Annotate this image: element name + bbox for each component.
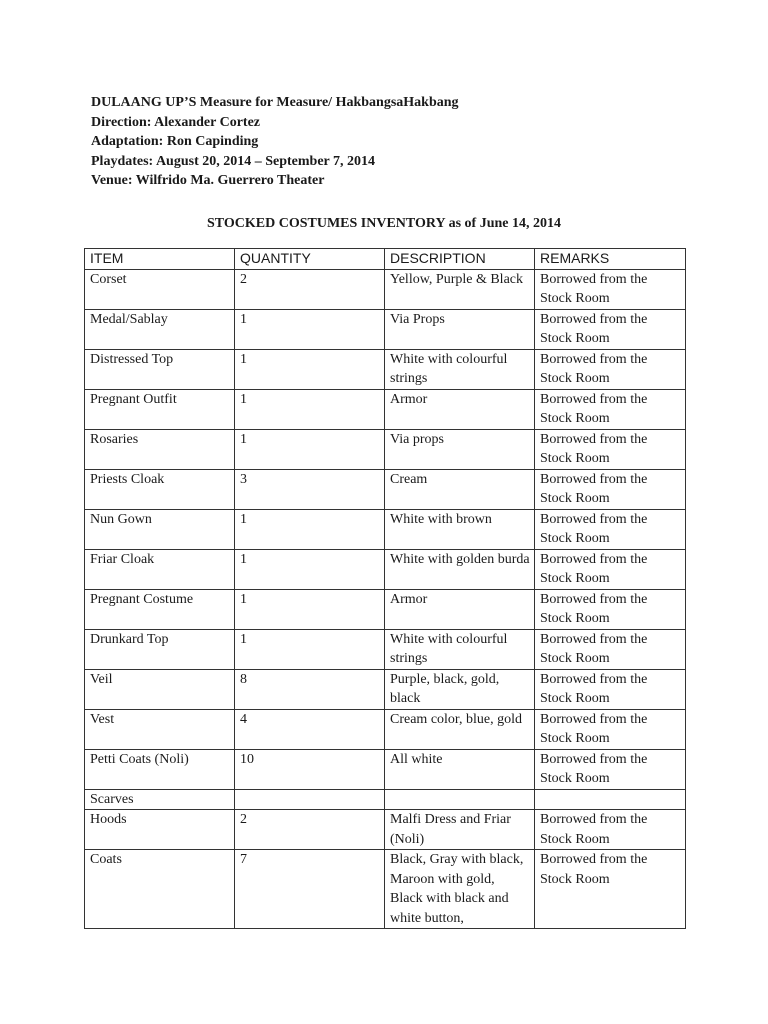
description-cell: White with colourful strings <box>385 349 535 389</box>
description-cell: Malfi Dress and Friar (Noli) <box>385 810 535 850</box>
table-header-row <box>85 249 686 270</box>
description-cell: White with brown <box>385 509 535 549</box>
table-row <box>85 349 686 389</box>
column-header-remarks: REMARKS <box>535 249 686 270</box>
table-row <box>85 589 686 629</box>
item-cell: Nun Gown <box>85 509 235 549</box>
description-cell: Via Props <box>385 309 535 349</box>
remarks-cell: Borrowed from the Stock Room <box>535 850 686 929</box>
item-cell: Medal/Sablay <box>85 309 235 349</box>
table-row <box>85 669 686 709</box>
quantity-cell: 10 <box>235 749 385 789</box>
quantity-cell: 8 <box>235 669 385 709</box>
item-cell: Pregnant Costume <box>85 589 235 629</box>
remarks-cell: Borrowed from the Stock Room <box>535 749 686 789</box>
table-row <box>85 749 686 789</box>
quantity-cell: 1 <box>235 509 385 549</box>
description-cell: Black, Gray with black, Maroon with gold, Black with black and white button, <box>385 850 535 929</box>
quantity-cell: 7 <box>235 850 385 929</box>
document-header <box>91 93 459 191</box>
item-cell: Priests Cloak <box>85 469 235 509</box>
quantity-cell: 3 <box>235 469 385 509</box>
inventory-title: STOCKED COSTUMES INVENTORY as of June 14, 2014 <box>207 216 561 231</box>
table-row <box>85 469 686 509</box>
playdates-line: Playdates: August 20, 2014 – September 7, 2014 <box>91 153 376 169</box>
column-header-item: ITEM <box>85 249 235 270</box>
remarks-cell: Borrowed from the Stock Room <box>535 269 686 309</box>
description-cell: Armor <box>385 389 535 429</box>
quantity-cell: 1 <box>235 629 385 669</box>
table-row <box>85 629 686 669</box>
quantity-cell: 1 <box>235 589 385 629</box>
description-cell: Purple, black, gold, black <box>385 669 535 709</box>
item-cell: Scarves <box>85 789 235 810</box>
quantity-cell: 2 <box>235 269 385 309</box>
remarks-cell: Borrowed from the Stock Room <box>535 509 686 549</box>
item-cell: Vest <box>85 709 235 749</box>
column-header-quantity: QUANTITY <box>235 249 385 270</box>
item-cell: Petti Coats (Noli) <box>85 749 235 789</box>
table-row <box>85 789 686 810</box>
quantity-cell: 1 <box>235 429 385 469</box>
table-row <box>85 509 686 549</box>
production-title: DULAANG UP’S Measure for Measure/ HakbangsaHakbang <box>91 95 459 110</box>
remarks-cell: Borrowed from the Stock Room <box>535 389 686 429</box>
venue-line: Venue: Wilfrido Ma. Guerrero Theater <box>91 173 325 188</box>
item-cell: Corset <box>85 269 235 309</box>
table-row <box>85 429 686 469</box>
quantity-cell <box>235 789 385 810</box>
remarks-cell: Borrowed from the Stock Room <box>535 669 686 709</box>
quantity-cell: 1 <box>235 309 385 349</box>
description-cell: Yellow, Purple & Black <box>385 269 535 309</box>
item-cell: Rosaries <box>85 429 235 469</box>
remarks-cell: Borrowed from the Stock Room <box>535 709 686 749</box>
remarks-cell: Borrowed from the Stock Room <box>535 349 686 389</box>
remarks-cell: Borrowed from the Stock Room <box>535 549 686 589</box>
table-row <box>85 549 686 589</box>
direction-line: Direction: Alexander Cortez <box>91 114 260 130</box>
item-cell: Drunkard Top <box>85 629 235 669</box>
quantity-cell: 1 <box>235 389 385 429</box>
item-cell: Pregnant Outfit <box>85 389 235 429</box>
table-row <box>85 709 686 749</box>
remarks-cell: Borrowed from the Stock Room <box>535 589 686 629</box>
remarks-cell: Borrowed from the Stock Room <box>535 469 686 509</box>
description-cell: All white <box>385 749 535 789</box>
description-cell: Via props <box>385 429 535 469</box>
item-cell: Distressed Top <box>85 349 235 389</box>
remarks-cell: Borrowed from the Stock Room <box>535 309 686 349</box>
table-row <box>85 850 686 929</box>
item-cell: Coats <box>85 850 235 929</box>
quantity-cell: 1 <box>235 349 385 389</box>
description-cell: White with golden burda <box>385 549 535 589</box>
remarks-cell: Borrowed from the Stock Room <box>535 810 686 850</box>
description-cell <box>385 789 535 810</box>
table-row <box>85 810 686 850</box>
item-cell: Friar Cloak <box>85 549 235 589</box>
item-cell: Veil <box>85 669 235 709</box>
table-row <box>85 269 686 309</box>
quantity-cell: 2 <box>235 810 385 850</box>
inventory-table <box>84 248 686 929</box>
quantity-cell: 4 <box>235 709 385 749</box>
remarks-cell <box>535 789 686 810</box>
description-cell: Cream <box>385 469 535 509</box>
table-row <box>85 389 686 429</box>
table-row <box>85 309 686 349</box>
description-cell: White with colourful strings <box>385 629 535 669</box>
remarks-cell: Borrowed from the Stock Room <box>535 629 686 669</box>
remarks-cell: Borrowed from the Stock Room <box>535 429 686 469</box>
column-header-description: DESCRIPTION <box>385 249 535 270</box>
quantity-cell: 1 <box>235 549 385 589</box>
description-cell: Cream color, blue, gold <box>385 709 535 749</box>
item-cell: Hoods <box>85 810 235 850</box>
adaptation-line: Adaptation: Ron Capinding <box>91 134 259 149</box>
description-cell: Armor <box>385 589 535 629</box>
